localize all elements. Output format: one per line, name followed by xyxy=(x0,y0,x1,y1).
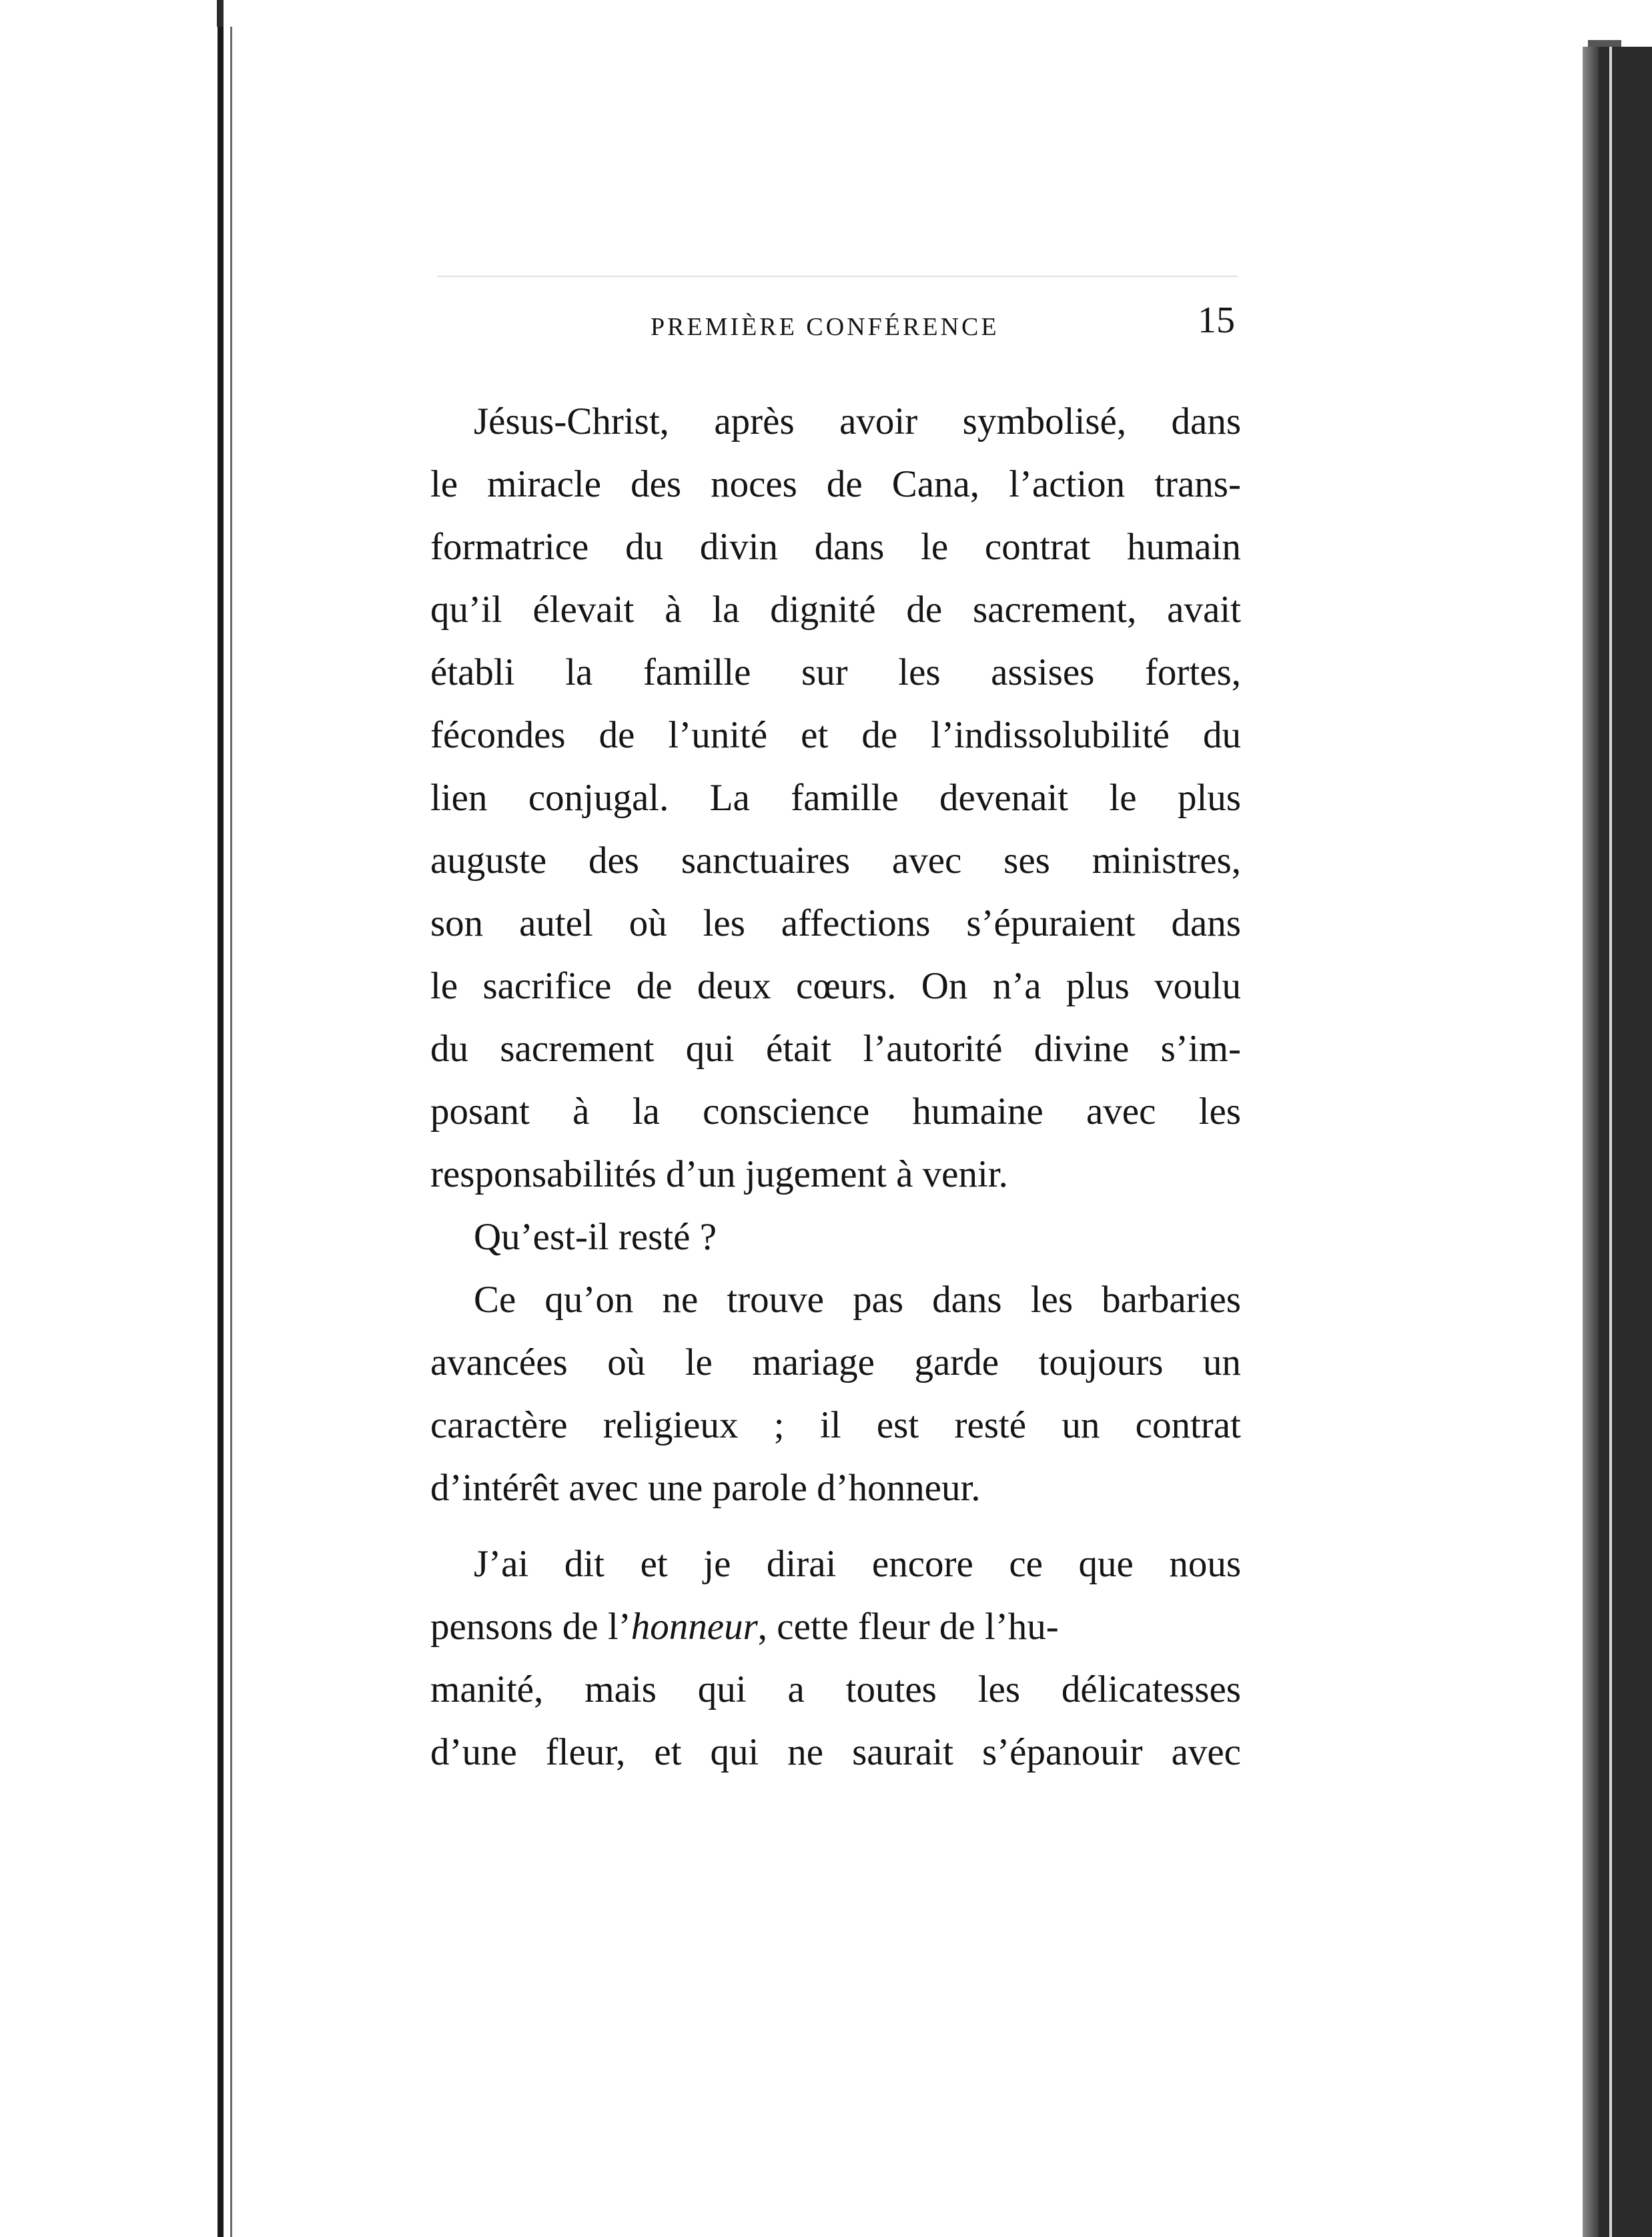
word: des xyxy=(588,840,639,882)
word: ne xyxy=(662,1279,699,1321)
word: posant xyxy=(430,1090,530,1133)
word: plus xyxy=(1066,965,1130,1007)
word: qui xyxy=(697,1668,747,1710)
page-edge-shadow xyxy=(1583,47,1599,2237)
word: de xyxy=(861,714,898,756)
word: affections xyxy=(781,902,931,944)
word: un xyxy=(1202,1341,1241,1383)
word: ne xyxy=(787,1731,824,1773)
word: la xyxy=(565,651,593,693)
word: avec xyxy=(1171,1731,1241,1773)
word: trouve xyxy=(727,1279,824,1321)
word: formatrice xyxy=(430,526,589,568)
text-line xyxy=(430,1394,1241,1457)
word: des xyxy=(631,463,682,505)
word: les xyxy=(977,1668,1021,1710)
word: avec xyxy=(891,840,962,882)
word: où xyxy=(607,1341,646,1383)
text-line xyxy=(430,516,1241,579)
word: sacrement xyxy=(500,1028,655,1070)
word: dans xyxy=(932,1279,1002,1321)
word: d’une xyxy=(430,1731,517,1773)
word: mariage xyxy=(752,1341,875,1383)
word: ministres, xyxy=(1092,840,1241,882)
word: les xyxy=(703,902,745,944)
word: toujours xyxy=(1038,1341,1164,1383)
word: auguste xyxy=(430,840,547,882)
word: dans xyxy=(1171,400,1241,442)
word: barbaries xyxy=(1102,1279,1241,1321)
word: La xyxy=(709,777,750,819)
body-text xyxy=(430,390,1241,1784)
word: avancées xyxy=(430,1341,568,1383)
word: délicatesses xyxy=(1061,1668,1241,1710)
word: trans- xyxy=(1154,463,1241,505)
word: l’unité xyxy=(668,714,768,756)
word: manité, xyxy=(430,1668,544,1710)
header-rule xyxy=(437,276,1238,277)
text-line: pensons de l’ honneur , cette fleur de l’hu- xyxy=(430,1596,1241,1658)
running-title: PREMIÈRE CONFÉRENCE xyxy=(651,313,999,341)
text-line: d’intérêt avec une parole d’honneur. xyxy=(430,1467,981,1509)
word: symbolisé, xyxy=(962,400,1127,442)
text-line xyxy=(430,955,1241,1018)
word: de xyxy=(906,589,943,631)
word: la xyxy=(632,1090,660,1133)
word: ses xyxy=(1003,840,1050,882)
word: le xyxy=(430,463,458,505)
word: les xyxy=(1198,1090,1241,1133)
text-line xyxy=(430,1080,1241,1143)
word: Jésus-Christ, xyxy=(474,400,669,442)
word: son xyxy=(430,902,484,944)
text-line: responsabilités d’un jugement à venir. xyxy=(430,1153,1008,1195)
page-gutter-shadow xyxy=(230,27,232,2237)
word: avec xyxy=(1086,1090,1156,1133)
word: Cana, xyxy=(891,463,980,505)
word: fleur, xyxy=(545,1731,626,1773)
word: noces xyxy=(711,463,797,505)
text-line xyxy=(430,1018,1241,1080)
word: devenait xyxy=(939,777,1069,819)
word: contrat xyxy=(984,526,1091,568)
word: Ce xyxy=(474,1279,516,1321)
word: J’ai xyxy=(474,1543,529,1585)
word: qu’il xyxy=(430,589,502,631)
word: à xyxy=(572,1090,590,1133)
word: et xyxy=(801,714,829,756)
word: les xyxy=(1030,1279,1074,1321)
word: et xyxy=(640,1543,668,1585)
word: dans xyxy=(814,526,885,568)
word: humain xyxy=(1126,526,1241,568)
scan-frame-border xyxy=(1599,47,1652,2237)
word: du xyxy=(1202,714,1241,756)
word: fortes, xyxy=(1144,651,1241,693)
text-line xyxy=(430,1331,1241,1394)
word: pas xyxy=(853,1279,904,1321)
word: la xyxy=(712,589,740,631)
word: avait xyxy=(1167,589,1241,631)
word: toutes xyxy=(845,1668,937,1710)
binding-mark xyxy=(217,0,224,27)
text-line xyxy=(430,892,1241,955)
word: l’autorité xyxy=(863,1028,1003,1070)
word: que xyxy=(1078,1543,1134,1585)
word: les xyxy=(898,651,941,693)
word: nous xyxy=(1169,1543,1241,1585)
word: saurait xyxy=(852,1731,954,1773)
word: et xyxy=(654,1731,682,1773)
emphasis-word: honneur xyxy=(631,1606,758,1648)
word: avoir xyxy=(839,400,918,442)
word: assises xyxy=(991,651,1095,693)
word: fécondes xyxy=(430,714,566,756)
word: resté xyxy=(954,1404,1027,1446)
text-line xyxy=(430,579,1241,641)
word: humaine xyxy=(912,1090,1044,1133)
word: divine xyxy=(1034,1028,1130,1070)
word: l’indissolubilité xyxy=(931,714,1170,756)
word: dirai xyxy=(766,1543,837,1585)
word: voulu xyxy=(1154,965,1241,1007)
word: ce xyxy=(1009,1543,1043,1585)
word: le xyxy=(685,1341,713,1383)
text-line: Qu’est-il resté ? xyxy=(474,1216,717,1258)
word: à xyxy=(665,589,682,631)
text-line xyxy=(430,390,1241,453)
word: dans xyxy=(1171,902,1241,944)
word: je xyxy=(703,1543,731,1585)
word: cœurs. xyxy=(796,965,897,1007)
word: qu’on xyxy=(544,1279,634,1321)
word: de xyxy=(636,965,673,1007)
word: s’épuraient xyxy=(966,902,1136,944)
word: élevait xyxy=(532,589,635,631)
word: s’im- xyxy=(1160,1028,1241,1070)
text-line xyxy=(430,1658,1241,1721)
page-number: 15 xyxy=(1198,300,1235,341)
word: encore xyxy=(871,1543,973,1585)
text-line xyxy=(430,1721,1241,1784)
word: plus xyxy=(1177,777,1241,819)
facing-page-margin xyxy=(0,0,200,2237)
word: où xyxy=(629,902,667,944)
word: sacrifice xyxy=(482,965,612,1007)
word: établi xyxy=(430,651,515,693)
word: est xyxy=(876,1404,919,1446)
text-line xyxy=(430,1533,1241,1596)
word: après xyxy=(714,400,795,442)
word: a xyxy=(787,1668,805,1710)
word: du xyxy=(625,526,664,568)
word: sur xyxy=(801,651,848,693)
word: sacrement, xyxy=(973,589,1137,631)
word: dit xyxy=(564,1543,605,1585)
word: s’épanouir xyxy=(982,1731,1143,1773)
word: le xyxy=(1109,777,1137,819)
text-line xyxy=(430,767,1241,830)
text-line xyxy=(430,704,1241,767)
word: du xyxy=(430,1028,468,1070)
word: qui xyxy=(685,1028,735,1070)
word: il xyxy=(819,1404,841,1446)
text-line xyxy=(430,1269,1241,1331)
word: conscience xyxy=(703,1090,870,1133)
word: sanctuaires xyxy=(681,840,851,882)
word: miracle xyxy=(487,463,602,505)
text-line xyxy=(430,453,1241,516)
word: autel xyxy=(519,902,593,944)
word: On xyxy=(921,965,968,1007)
word: un xyxy=(1062,1404,1100,1446)
word: était xyxy=(766,1028,832,1070)
word: dignité xyxy=(770,589,876,631)
word: mais xyxy=(584,1668,657,1710)
word: qui xyxy=(710,1731,759,1773)
word: deux xyxy=(697,965,771,1007)
word: de xyxy=(598,714,635,756)
word: famille xyxy=(791,777,899,819)
word: garde xyxy=(914,1341,999,1383)
text-line xyxy=(430,830,1241,892)
word: ; xyxy=(773,1404,785,1446)
word: contrat xyxy=(1135,1404,1241,1446)
word: caractère xyxy=(430,1404,568,1446)
page-gutter-line xyxy=(218,27,224,2237)
word: le xyxy=(921,526,949,568)
word: de xyxy=(826,463,863,505)
word: conjugal. xyxy=(528,777,669,819)
word: famille xyxy=(643,651,751,693)
text-line xyxy=(430,641,1241,704)
word: n’a xyxy=(992,965,1042,1007)
word: le xyxy=(430,965,458,1007)
word: religieux xyxy=(602,1404,739,1446)
word: lien xyxy=(430,777,488,819)
word: divin xyxy=(699,526,779,568)
word: l’action xyxy=(1009,463,1126,505)
